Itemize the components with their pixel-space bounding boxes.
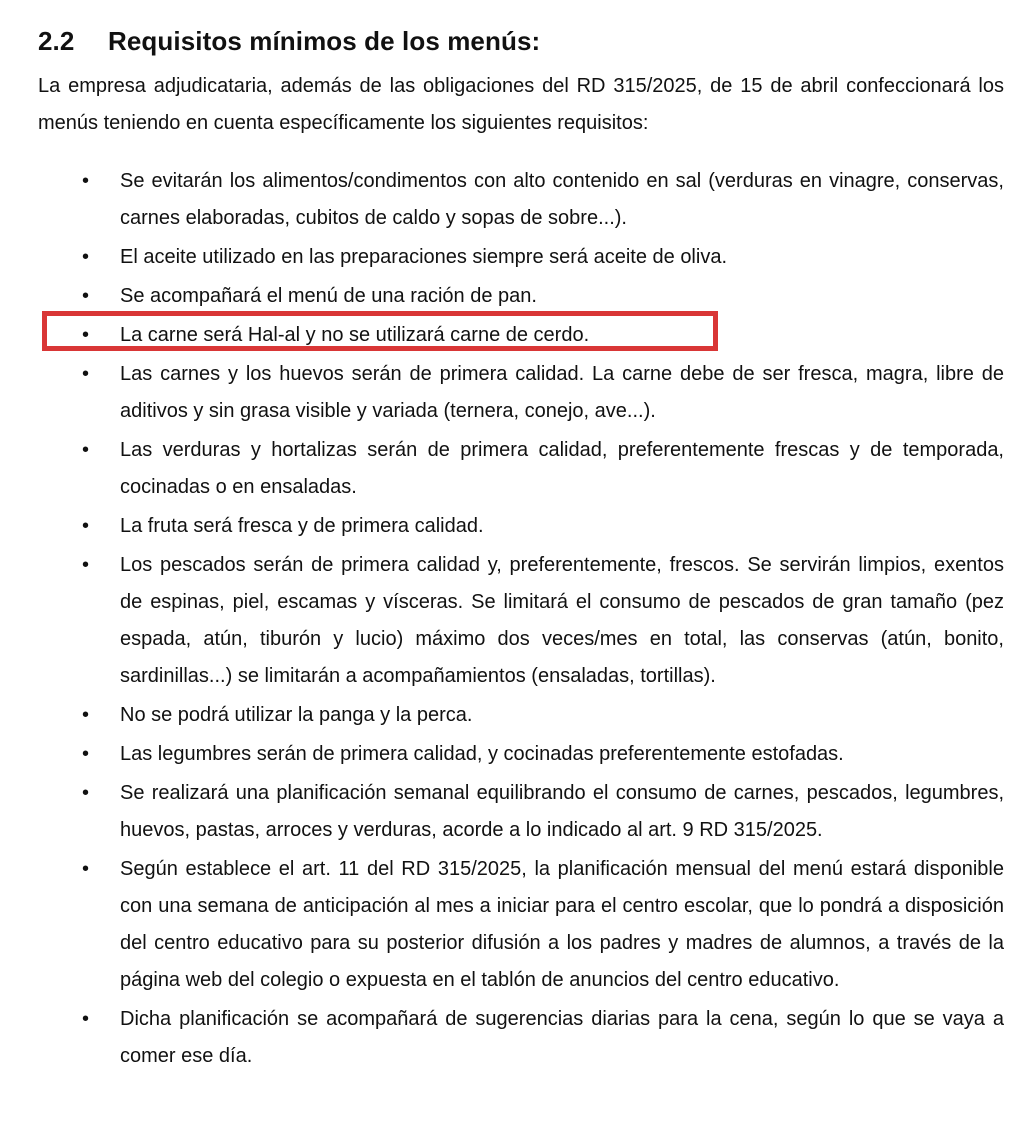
bullet-icon: • (82, 858, 90, 880)
bullet-icon: • (82, 1008, 90, 1030)
list-item (0, 508, 1004, 545)
list-item (0, 432, 1004, 506)
list-item (0, 239, 1004, 276)
list-item-text: La carne será Hal-al y no se utilizará carne de cerdo. (120, 324, 590, 346)
bullet-icon: • (82, 170, 90, 192)
section-title: Requisitos mínimos de los menús: (108, 26, 541, 56)
list-item-text: Se evitarán los alimentos/condimentos con alto contenido en sal (verduras en vinagre, conservas, carnes elaboradas, cubitos de caldo y sopas de sobre...). (120, 170, 1004, 229)
bullet-icon: • (82, 554, 90, 576)
section-heading (38, 26, 540, 57)
list-item (0, 851, 1004, 999)
list-item-text: El aceite utilizado en las preparaciones siempre será aceite de oliva. (120, 246, 728, 268)
list-item-text: Se realizará una planificación semanal equilibrando el consumo de carnes, pescados, legumbres, huevos, pastas, arroces y verduras, acorde a lo indicado al art. 9 RD 315/2025. (120, 782, 1004, 841)
list-item (0, 697, 1004, 734)
list-item-text: Las legumbres serán de primera calidad, y cocinadas preferentemente estofadas. (120, 743, 844, 765)
bullet-icon: • (82, 515, 90, 537)
list-item-text: Según establece el art. 11 del RD 315/2025, la planificación mensual del menú estará disponible con una semana de anticipación al mes a iniciar para el centro escolar, que lo pondrá a disposición del centro educativo para su posterior difusión a los padres y madres de alumnos, a través de la página web del colegio o expuesta en el tablón de anuncios del centro educativo. (120, 858, 1004, 991)
bullet-icon: • (82, 246, 90, 268)
bullet-icon: • (82, 285, 90, 307)
bullet-icon: • (82, 324, 90, 346)
list-item (0, 775, 1004, 849)
list-item (0, 736, 1004, 773)
list-item (0, 163, 1004, 237)
bullet-icon: • (82, 743, 90, 765)
requirements-list (0, 163, 1004, 1077)
list-item-text: Los pescados serán de primera calidad y, preferentemente, frescos. Se servirán limpios, exentos de espinas, piel, escamas y vísceras. Se limitará el consumo de pescados de gran tamaño (pez espada, atún, tiburón y lucio) máximo dos veces/mes en total, las conservas (atún, bonito, sardinillas...) se limitarán a acompañamientos (ensaladas, tortillas). (120, 554, 1004, 687)
intro-paragraph: La empresa adjudicataria, además de las obligaciones del RD 315/2025, de 15 de abril confeccionará los menús teniendo en cuenta específicamente los siguientes requisitos: (38, 75, 1004, 134)
list-item (0, 278, 1004, 315)
list-item-text: Dicha planificación se acompañará de sugerencias diarias para la cena, según lo que se vaya a comer ese día. (120, 1008, 1004, 1067)
list-item-highlighted (0, 317, 1004, 354)
list-item-text: No se podrá utilizar la panga y la perca. (120, 704, 473, 726)
list-item-text: La fruta será fresca y de primera calidad. (120, 515, 484, 537)
bullet-icon: • (82, 363, 90, 385)
section-number: 2.2 (38, 26, 75, 56)
list-item (0, 356, 1004, 430)
list-item (0, 547, 1004, 695)
list-item (0, 1001, 1004, 1075)
bullet-icon: • (82, 704, 90, 726)
list-item-text: Las carnes y los huevos serán de primera calidad. La carne debe de ser fresca, magra, libre de aditivos y sin grasa visible y variada (ternera, conejo, ave...). (120, 363, 1004, 422)
bullet-icon: • (82, 439, 90, 461)
list-item-text: Se acompañará el menú de una ración de pan. (120, 285, 537, 307)
bullet-icon: • (82, 782, 90, 804)
list-item-text: Las verduras y hortalizas serán de primera calidad, preferentemente frescas y de temporada, cocinadas o en ensaladas. (120, 439, 1004, 498)
